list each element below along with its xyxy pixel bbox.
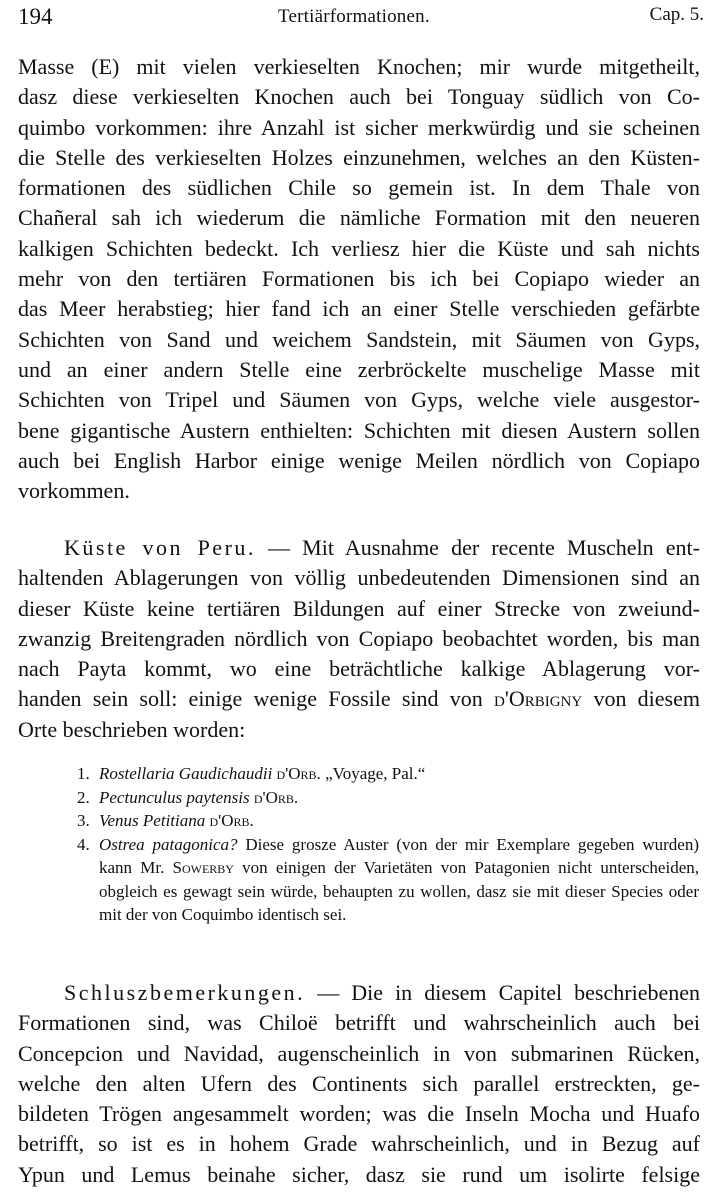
citation-note: „Voyage, Pal.“ (320, 764, 426, 783)
text-line: und an einer andern Stelle eine zerbröckelte muschelige Masse mit (18, 356, 700, 382)
text-run: Diese grosze Auster (von der mir Exemplare gegeben wurden) kann Mr. (99, 834, 700, 877)
text-line (18, 978, 700, 1008)
text-line: welche den alten Ufern des Continents sich parallel erstreckten, ge- (18, 1070, 700, 1096)
fossil-list (77, 762, 699, 927)
text-run: von einigen der Varietäten von Patagonien nicht unterscheiden, obgleich es gewagt sein würde, behaupten zu wollen, dasz sie mit dieser Species oder mit der von Coquimbo identisch sei. (99, 858, 699, 924)
text-line: bene gigantische Austern enthielten: Schichten mit diesen Austern sollen (18, 417, 700, 443)
text-line: Ypun und Lemus beinahe sicher, dasz sie rund um isolirte felsige (18, 1161, 700, 1187)
text-line (18, 684, 700, 714)
text-line: haltenden Ablagerungen von völlig unbedeutenden Dimensionen sind an (18, 565, 700, 591)
list-number: 2. (77, 787, 90, 807)
page-number: 194 (18, 4, 53, 29)
text-line (18, 533, 700, 563)
list-number: 4. (77, 834, 90, 854)
species-name: Rostellaria Gaudichaudii (99, 764, 273, 783)
text-line: formationen des südlichen Chile so gemein ist. In dem Thale von (18, 175, 700, 201)
text-line: betrifft, so ist es in hohem Grade wahrscheinlich, und in Bezug auf (18, 1131, 700, 1157)
paragraph-peru-coast (18, 533, 700, 745)
text-line: kalkigen Schichten bedeckt. Ich verliesz hier die Küste und sah nichts (18, 235, 700, 261)
author-name: d'Orbigny (494, 686, 583, 712)
species-name: Ostrea patagonica? (99, 834, 238, 854)
running-title: Tertiärformationen. (278, 6, 430, 27)
list-number: 1. (77, 764, 90, 783)
text-line: zwanzig Breitengraden nördlich von Copiapo beobachtet worden, bis man (18, 625, 700, 651)
species-name: Venus Petitiana (99, 811, 206, 830)
text-line: mehr von den tertiären Formationen bis ich bei Copiapo wieder an (18, 266, 700, 292)
chapter-label: Cap. 5. (649, 4, 704, 25)
author-name: Sowerby (172, 858, 234, 877)
text-run: von diesem (582, 686, 700, 712)
text-line: auch bei English Harbor einige wenige Meilen nördlich von Copiapo (18, 447, 700, 473)
text-line: dasz diese verkieselten Knochen auch bei Tonguay südlich von Co- (18, 84, 700, 110)
paragraph-concluding-remarks (18, 978, 700, 1190)
species-name: Pectunculus paytensis (99, 787, 250, 807)
list-item-text (99, 833, 699, 927)
author-name: d'Orb. (253, 787, 299, 807)
text-line: Masse (E) mit vielen verkieselten Knochen; mir wurde mitgetheilt, (18, 54, 700, 79)
section-heading-peru: Küste von Peru. (64, 535, 256, 560)
author-name: d'Orb. (209, 811, 254, 830)
text-line: Concepcion und Navidad, augenscheinlich in von submarinen Rücken, (18, 1040, 700, 1066)
list-item (77, 762, 699, 786)
text-run: handen sein soll: einige wenige Fossile sind von (18, 686, 495, 712)
text-line: dieser Küste keine tertiären Bildungen auf einer Strecke von zweiund- (18, 595, 700, 621)
list-item (77, 809, 699, 833)
text-line: quimbo vorkommen: ihre Anzahl ist sicher merkwürdig und sie scheinen (18, 114, 700, 140)
text-run: — Mit Ausnahme der recente Muscheln ent- (255, 535, 700, 560)
page-header (18, 4, 704, 34)
text-line: nach Payta kommt, wo eine beträchtliche kalkige Ablagerung vor- (18, 656, 700, 682)
text-line: Chañeral sah ich wiederum die nämliche Formation mit den neueren (18, 205, 700, 231)
section-heading-conclusions: Schluszbemerkungen. (64, 980, 306, 1005)
text-line: Formationen sind, was Chiloë betrifft und wahrscheinlich auch bei (18, 1010, 700, 1036)
list-item (77, 833, 699, 927)
paragraph-chile-coast (18, 52, 700, 506)
text-line: das Meer herabstieg; hier fand ich an einer Stelle verschieden gefärbte (18, 296, 700, 322)
text-line: bildeten Trögen angesammelt worden; was die Inseln Mocha und Huafo (18, 1101, 700, 1127)
list-number: 3. (77, 811, 90, 830)
text-line: vorkommen. (18, 478, 130, 504)
text-line: Schichten von Sand und weichem Sandstein, mit Säumen von Gyps, (18, 326, 700, 352)
text-line: die Stelle des verkieselten Holzes einzunehmen, welches an den Küsten- (18, 144, 700, 170)
text-line: Schichten von Tripel und Säumen von Gyps, welche viele ausgestor- (18, 387, 700, 413)
text-run: — Die in diesem Capitel beschriebenen (305, 980, 700, 1005)
text-line: Orte beschrieben worden: (18, 716, 246, 742)
list-item (77, 786, 699, 810)
author-name: d'Orb. (276, 764, 321, 783)
